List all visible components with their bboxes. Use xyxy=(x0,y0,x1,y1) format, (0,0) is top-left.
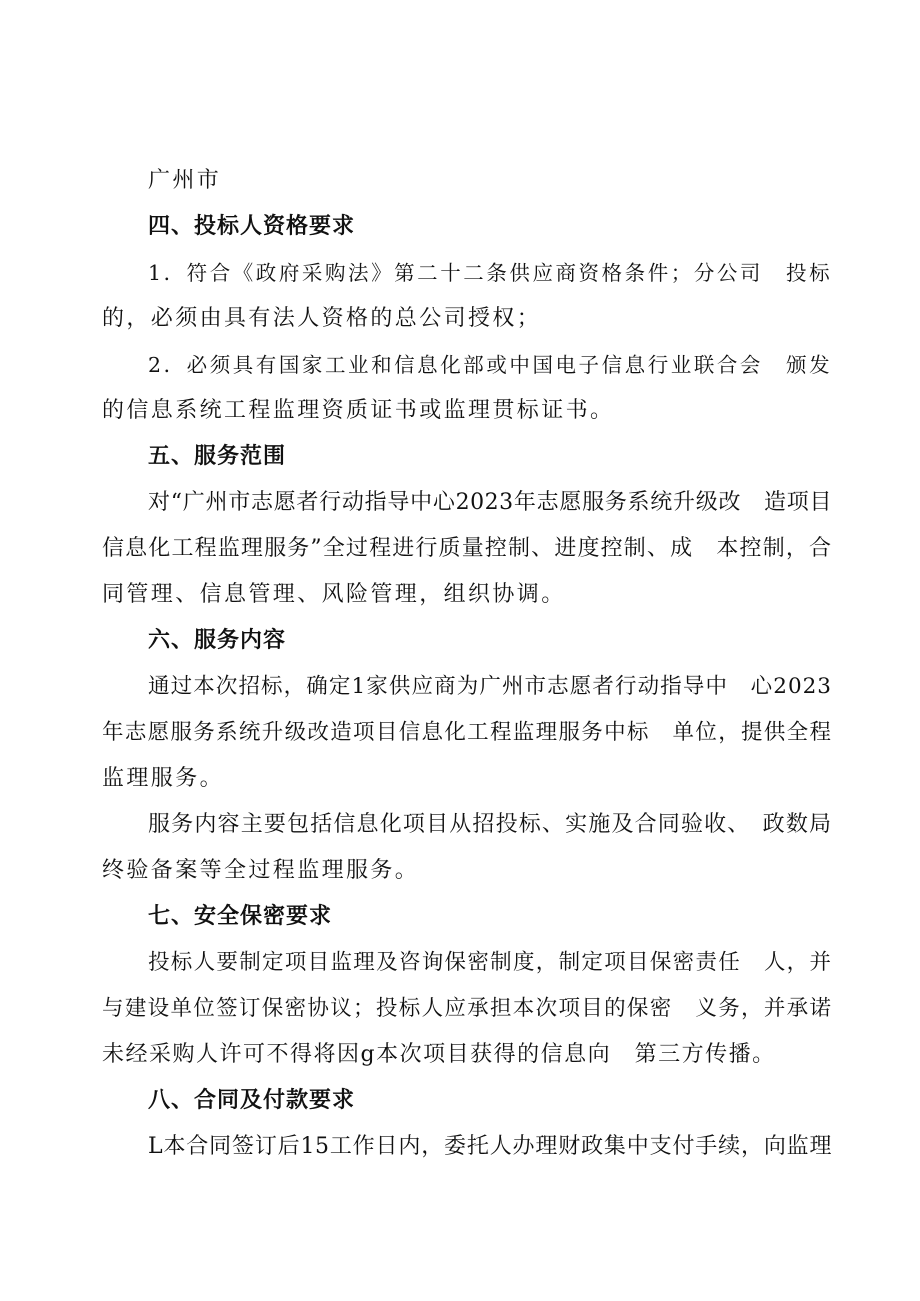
paragraph-line: 1．符合《政府采购法》第二十二条供应商资格条件；分公司 投标 xyxy=(148,261,832,285)
paragraph-line: 年志愿服务系统升级改造项目信息化工程监理服务中标 单位，提供全程 xyxy=(102,720,832,745)
text-line-city: 广州市 xyxy=(148,168,222,193)
section-heading-qualifications: 四、投标人资格要求 xyxy=(148,214,356,239)
section-heading-service-content: 六、服务内容 xyxy=(148,628,287,653)
paragraph-line: 的信息系统工程监理资质证书或监理贯标证书。 xyxy=(102,398,615,423)
paragraph-line: 2．必须具有国家工业和信息化部或中国电子信息行业联合会 颁发 xyxy=(148,353,832,377)
paragraph-line: 终验备案等全过程监理服务。 xyxy=(102,858,420,883)
paragraph-line: 通过本次招标，确定1家供应商为广州市志愿者行动指导中 心2023 xyxy=(148,674,832,699)
paragraph-line: 同管理、信息管理、风险管理，组织协调。 xyxy=(102,582,566,607)
paragraph-line: L本合同签订后15工作日内，委托人办理财政集中支付手续，向监理 xyxy=(148,1134,832,1159)
paragraph-line: 对“广州市志愿者行动指导中心2023年志愿服务系统升级改 造项目 xyxy=(148,490,832,515)
paragraph-line: 投标人要制定项目监理及咨询保密制度，制定项目保密责任 人，并 xyxy=(148,950,832,975)
paragraph-line: 信息化工程监理服务”全过程进行质量控制、进度控制、成 本控制，合 xyxy=(102,536,832,561)
paragraph-line: 未经采购人许可不得将因g本次项目获得的信息向 第三方传播。 xyxy=(102,1042,776,1067)
section-heading-confidentiality: 七、安全保密要求 xyxy=(148,904,333,929)
section-heading-service-scope: 五、服务范围 xyxy=(148,444,287,469)
paragraph-line: 监理服务。 xyxy=(102,766,225,791)
paragraph-line: 的，必须由具有法人资格的总公司授权； xyxy=(102,306,542,331)
section-heading-contract-payment: 八、合同及付款要求 xyxy=(148,1088,356,1113)
paragraph-line: 与建设单位签订保密协议；投标人应承担本次项目的保密 义务，并承诺 xyxy=(102,996,832,1021)
paragraph-line: 服务内容主要包括信息化项目从招投标、实施及合同验收、 政数局 xyxy=(148,812,832,837)
